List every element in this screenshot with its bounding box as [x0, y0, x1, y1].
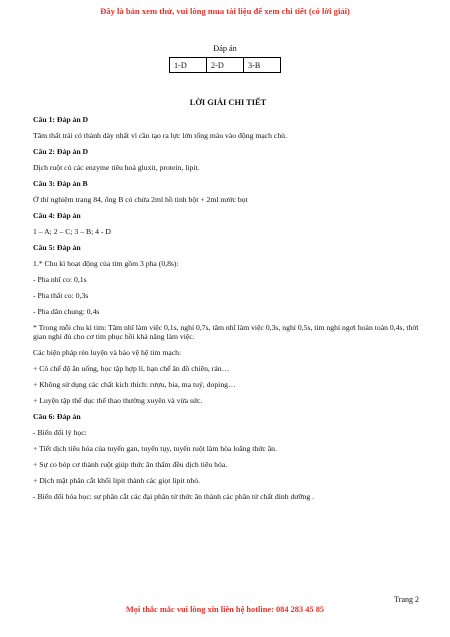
solution-text: + Sự co bóp cơ thành ruột giúp thức ăn thấm đều dịch tiêu hóa.: [33, 460, 228, 469]
question-heading: Câu 4: Đáp án: [33, 210, 81, 220]
solution-text: - Biến đổi lý học:: [33, 428, 87, 437]
solution-text: + Luyện tập thể dục thể thao thường xuyên và vừa sức.: [33, 396, 203, 405]
question-heading: Câu 5: Đáp án: [33, 242, 81, 252]
solution-text: Tâm thất trái có thành dày nhất vì cần tạo ra lực lớn tống máu vào động mạch chủ.: [33, 130, 287, 140]
answer-cell: 1-D: [170, 58, 207, 73]
page-number: Trang 2: [394, 595, 419, 604]
solution-text: - Pha nhĩ co: 0,1s: [33, 274, 87, 284]
preview-banner: Đây là bản xem thử, vui lòng mua tài liệu để xem chi tiết (có lời giải): [100, 6, 350, 16]
solution-text: - Pha thất co: 0,3s: [33, 290, 89, 300]
answer-key-title: Đáp án: [213, 44, 237, 53]
table-row: [170, 58, 281, 73]
solution-text: 1 – A; 2 – C; 3 – B; 4 - D: [33, 226, 111, 236]
question-heading: Câu 2: Đáp án D: [33, 146, 89, 156]
answer-cell: 2-D: [207, 58, 244, 73]
question-heading: Câu 6: Đáp án: [33, 412, 81, 421]
answer-key: [0, 44, 450, 73]
solution-text: + Tiết dịch tiêu hóa của tuyến gan, tuyến tụy, tuyến ruột làm hòa loãng thức ăn.: [33, 444, 277, 453]
solution-text: + Có chế độ ăn uống, học tập hợp lí, hạn chế ăn đồ chiên, rán…: [33, 364, 230, 373]
solution-text: - Biến đổi hóa học: sự phân cắt các đại phân tử thức ăn thành các phân tử chất dinh dưỡng .: [33, 492, 315, 501]
solution-text: + Dịch mật phân cắt khối lipit thành các giọt lipit nhỏ.: [33, 476, 201, 485]
solution-heading: LỜI GIẢI CHI TIẾT: [189, 98, 267, 107]
solution-section: [33, 98, 423, 508]
solution-text: Các biện pháp rèn luyện và bảo vệ hệ tim mạch:: [33, 348, 182, 357]
solution-text: * Trong mỗi chu kì tim: Tâm nhĩ làm việc 0,1s, nghỉ 0,7s, tâm nhĩ làm việc 0,3s, nghỉ 0,5s, tim nghỉ ngơi hoàn toàn 0,4s, thời gian nghỉ đủ cho cơ tim phục hồi khả năng làm việc.: [33, 322, 419, 341]
solution-text: Dịch ruột có các enzyme tiêu hoá gluxit, protein, lipit.: [33, 162, 200, 172]
question-heading: Câu 1: Đáp án D: [33, 114, 89, 124]
hotline-footer: Mọi thắc mắc vui lòng xin liên hệ hotline: 084 283 45 85: [125, 605, 325, 614]
answer-table: [169, 57, 281, 73]
solution-text: + Không sử dụng các chất kích thích: rượu, bia, ma tuý, doping…: [33, 380, 236, 389]
solution-lines: [33, 115, 423, 502]
solution-text: 1.* Chu kì hoạt động của tim gồm 3 pha (0,8s):: [33, 258, 179, 268]
answer-cell: 3-B: [244, 58, 281, 73]
question-heading: Câu 3: Đáp án B: [33, 178, 88, 188]
solution-text: Ở thí nghiệm trang 84, ống B có chứa 2ml hồ tinh bột + 2ml nước bọt: [33, 194, 248, 204]
solution-text: - Pha dãn chung: 0,4s: [33, 306, 100, 316]
